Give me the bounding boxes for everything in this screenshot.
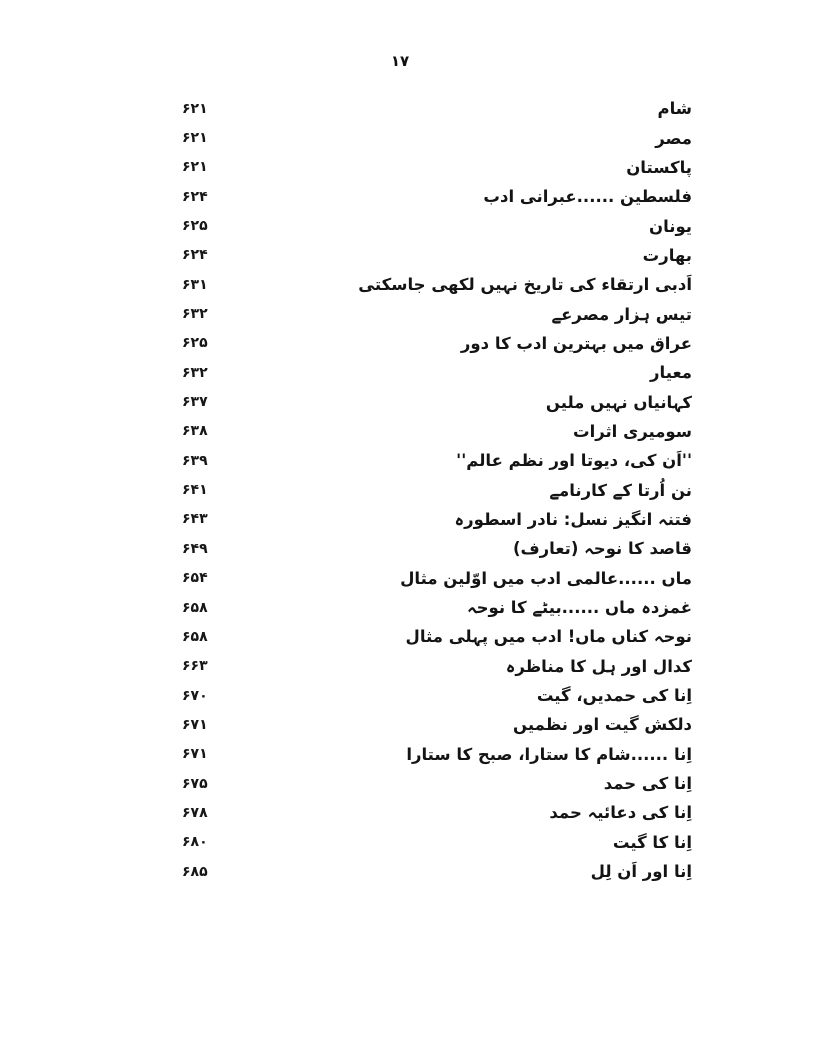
toc-row: [182, 505, 692, 534]
toc-row: [182, 593, 692, 622]
toc-row: [182, 475, 692, 504]
toc-page-number: ۶۸۵: [182, 863, 208, 880]
toc-row: [182, 329, 692, 358]
toc-page-number: ۶۳۹: [182, 452, 208, 469]
toc-entry-title: دلکش گیت اور نظمیں: [513, 715, 692, 735]
toc-entry-title: اِنا اور اَن لِل: [590, 862, 692, 882]
toc-page-number: ۶۲۱: [182, 130, 208, 147]
toc-page-number: ۶۲۴: [182, 247, 208, 264]
toc-entry-title: فلسطین ......عبرانی ادب: [483, 187, 692, 207]
toc-row: [182, 710, 692, 739]
toc-row: [182, 387, 692, 416]
toc-row: [182, 211, 692, 240]
toc-page-number: ۶۵۴: [182, 570, 208, 587]
toc-page-number: ۶۲۴: [182, 188, 208, 205]
toc-page-number: ۶۳۷: [182, 394, 208, 411]
toc-page-number: ۶۴۹: [182, 540, 208, 557]
toc-entry-title: اَدبی ارتقاء کی تاریخ نہیں لکھی جاسکتی: [358, 275, 692, 295]
toc-row: [182, 123, 692, 152]
toc-row: [182, 94, 692, 123]
toc-page-number: ۶۷۰: [182, 687, 208, 704]
toc-entry-title: شام: [657, 99, 692, 119]
toc-row: [182, 153, 692, 182]
toc-row: [182, 182, 692, 211]
toc-page-number: ۶۵۸: [182, 628, 208, 645]
toc-entry-title: اِنا کی حمدیں، گیت: [536, 686, 692, 706]
toc-row: [182, 857, 692, 886]
toc-page-number: ۶۴۱: [182, 482, 208, 499]
toc-entry-title: عراق میں بہترین ادب کا دور: [460, 333, 692, 353]
toc-page-number: ۶۲۵: [182, 335, 208, 352]
toc-page-number: ۶۷۱: [182, 716, 208, 733]
toc-entry-title: کہانیاں نہیں ملیں: [545, 392, 692, 412]
toc-row: [182, 652, 692, 681]
toc-page-number: ۶۴۳: [182, 511, 208, 528]
toc-row: [182, 241, 692, 270]
toc-entry-title: غمزدہ ماں ......بیٹے کا نوحہ: [466, 598, 692, 618]
toc-row: [182, 740, 692, 769]
toc-page-number: ۶۵۸: [182, 599, 208, 616]
toc-page-number: ۶۲۱: [182, 100, 208, 117]
folio-page-number: ۱۷: [390, 52, 410, 70]
toc-page-number: ۶۳۲: [182, 364, 208, 381]
toc-entry-title: نوحہ کناں ماں! ادب میں پہلی مثال: [405, 627, 692, 647]
toc-entry-title: سومیری اثرات: [572, 421, 692, 441]
toc-row: [182, 564, 692, 593]
toc-entry-title: یونان: [648, 216, 692, 236]
toc-row: [182, 417, 692, 446]
toc-row: [182, 681, 692, 710]
toc-page-number: ۶۲۵: [182, 218, 208, 235]
toc-page-number: ۶۸۰: [182, 834, 208, 851]
toc-page-number: ۶۳۲: [182, 306, 208, 323]
toc-entry-title: تیس ہزار مصرعے: [551, 304, 692, 324]
toc-entry-title: معیار: [650, 363, 692, 383]
toc-entry-title: ماں ......عالمی ادب میں اوّلین مثال: [400, 568, 692, 588]
toc-entry-title: مصر: [655, 128, 692, 148]
toc-row: [182, 798, 692, 827]
toc-row: [182, 299, 692, 328]
toc-entry-title: اِنا کی حمد: [603, 774, 692, 794]
table-of-contents: [182, 94, 692, 886]
toc-row: [182, 446, 692, 475]
toc-row: [182, 270, 692, 299]
toc-page-number: ۶۷۵: [182, 775, 208, 792]
toc-entry-title: اِنا ......شام کا ستارا، صبح کا ستارا: [406, 744, 692, 764]
toc-entry-title: نن اُرتا کے کارنامے: [549, 480, 692, 500]
toc-entry-title: ''اَن کی، دیوتا اور نظم عالم'': [456, 451, 692, 471]
toc-row: [182, 358, 692, 387]
toc-page-number: ۶۲۱: [182, 159, 208, 176]
toc-page-number: ۶۶۳: [182, 658, 208, 675]
toc-entry-title: قاصد کا نوحہ (تعارف): [512, 539, 692, 559]
toc-entry-title: اِنا کی دعائیہ حمد: [549, 803, 692, 823]
toc-page-number: ۶۳۸: [182, 423, 208, 440]
toc-entry-title: کدال اور ہل کا مناظرہ: [505, 656, 692, 676]
toc-entry-title: بھارت: [642, 245, 692, 265]
toc-page-number: ۶۳۱: [182, 276, 208, 293]
toc-entry-title: پاکستان: [626, 157, 692, 177]
toc-row: [182, 769, 692, 798]
toc-row: [182, 828, 692, 857]
toc-page-number: ۶۷۱: [182, 746, 208, 763]
toc-row: [182, 622, 692, 651]
toc-page-number: ۶۷۸: [182, 804, 208, 821]
toc-entry-title: اِنا کا گیت: [612, 832, 692, 852]
toc-row: [182, 534, 692, 563]
toc-entry-title: فتنہ انگیز نسل: نادر اسطورہ: [454, 509, 692, 529]
